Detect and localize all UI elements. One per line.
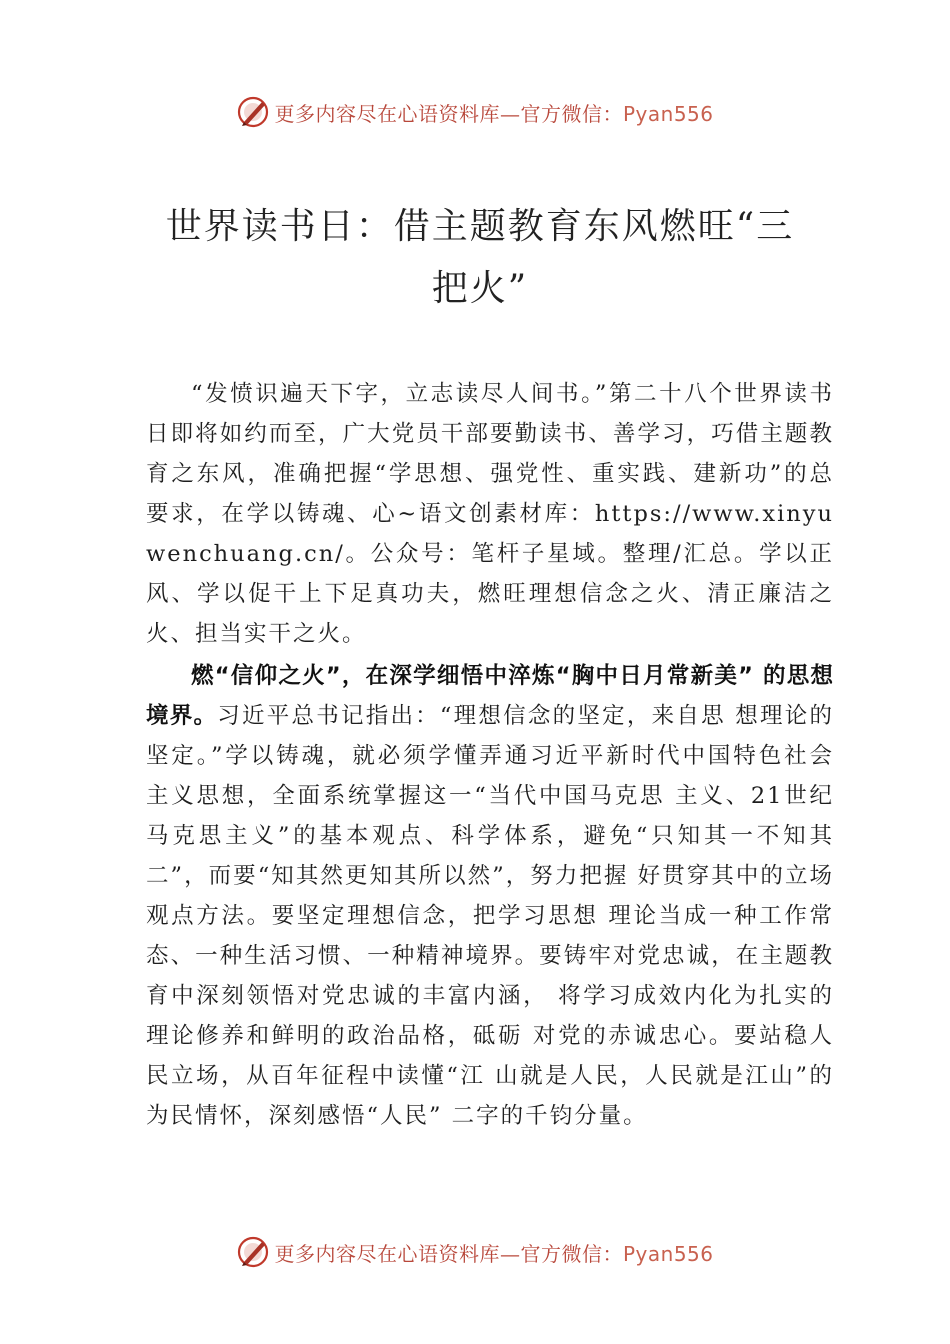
pen-logo-icon (236, 95, 270, 129)
paragraph-faith-fire (146, 656, 834, 1136)
paragraph-heading: 燃“信仰之火”，在深学细悟中淬炼“胸中日月常新美” 的思想境界。 (146, 663, 834, 729)
document-body (146, 374, 834, 1136)
paragraph-faith-fire-text: 习近平总书记指出：“理想信念的坚定，来自思 想理论的坚定。”学以铸魂，就必须学懂弄通习近平新时代中国特色社会主义思想，全面系统掌握这一“当代中国马克思 主义、21世纪马克思主义”的基本观点、科学体系，避免“只知其一不知其二”，而要“知其然更知其所以然”，努力把握 好贯穿其中的立场观点方法。要坚定理想信念，把学习思想 理论当成一种工作常态、一种生活习惯、一种精神境界。要铸牢对党忠诚，在主题教育中深刻领悟对党忠诚的丰富内涵， 将学习成效内化为扎实的理论修养和鲜明的政治品格，砥砺 对党的赤诚忠心。要站稳人民立场，从百年征程中读懂“江 山就是人民，人民就是江山”的为民情怀，深刻感悟“人民” 二字的千钧分量。 (146, 703, 834, 1129)
footer-banner-text: 更多内容尽在心语资料库—官方微信：Pyan556 (274, 1241, 714, 1266)
paragraph-intro (146, 374, 834, 654)
document-title: 世界读书日：借主题教育东风燃旺“三把火” (165, 206, 795, 309)
footer-banner (0, 1232, 950, 1272)
pen-logo-icon (236, 1235, 270, 1269)
header-banner (0, 92, 950, 132)
paragraph-intro-text: “发愤识遍天下字，立志读尽人间书。”第二十八个世界读书日即将如约而至，广大党员干部要勤读书、善学习，巧借主题教育之东风，准确把握“学思想、强党性、重实践、建新功”的总要求，在学以铸魂、心~语文创素材库：https://www.xinyuwenchuang.cn/。公众号：笔杆子星域。整理/汇总。学以正风、学以促干上下足真功夫，燃旺理想信念之火、清正廉洁之火、担当实干之火。 (146, 381, 834, 647)
header-banner-text: 更多内容尽在心语资料库—官方微信：Pyan556 (274, 101, 714, 126)
